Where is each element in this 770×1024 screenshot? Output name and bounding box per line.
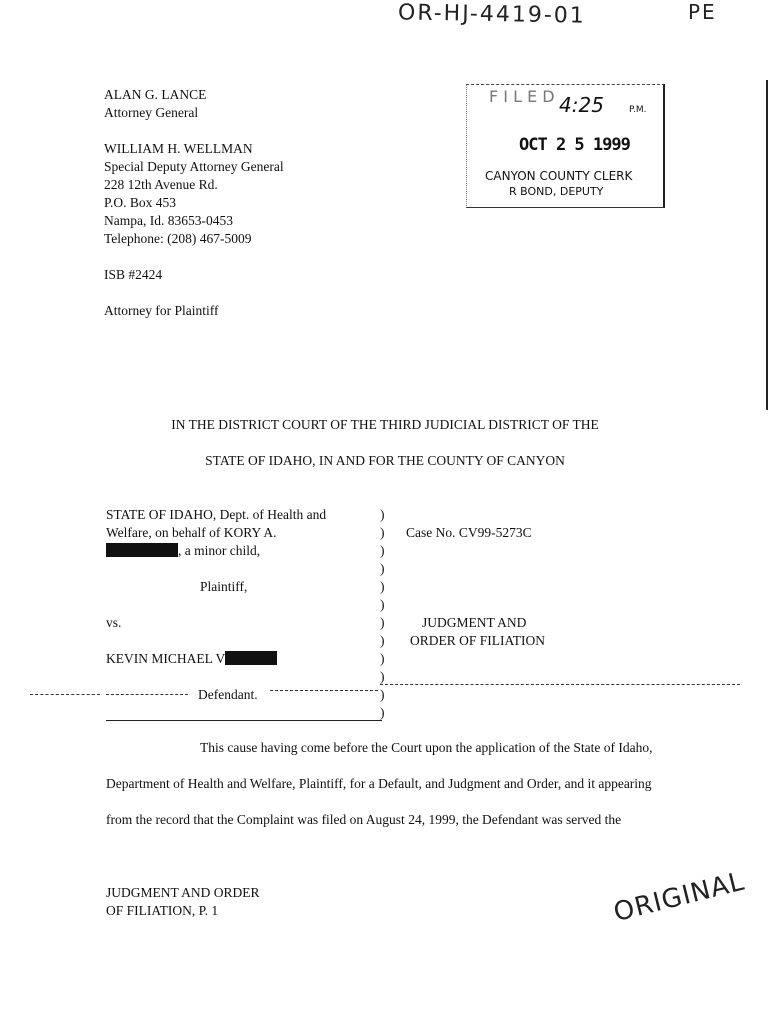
stamp-filed-label: F I L E D (489, 87, 555, 106)
footer-title: JUDGMENT AND ORDER (106, 885, 260, 900)
plaintiff-label: Plaintiff, (200, 579, 248, 594)
address-line: 228 12th Avenue Rd. (104, 177, 218, 192)
footer-title: OF FILIATION, P. 1 (106, 903, 219, 918)
case-number: Case No. CV99-5273C (406, 525, 532, 540)
defendant-name: KEVIN MICHAEL V (106, 650, 376, 668)
court-heading-line1: IN THE DISTRICT COURT OF THE THIRD JUDICIAL DISTRICT OF THE (171, 417, 599, 432)
redaction-bar (225, 651, 277, 665)
body-paragraph-line: This cause having come before the Court upon the application of the State of Idaho, (200, 740, 653, 755)
document-title: JUDGMENT AND (422, 615, 527, 630)
stamp-date: OCT 2 5 1999 (519, 135, 630, 155)
caption-parentheses: ) ) ) ) ) ) ) ) ) ) ) ) (380, 507, 385, 720)
address-line: Nampa, Id. 83653-0453 (104, 213, 233, 228)
versus-label: vs. (106, 615, 122, 630)
caption-parties (106, 506, 376, 704)
address-line: P.O. Box 453 (104, 195, 177, 210)
filing-stamp (466, 84, 665, 208)
stamp-clerk: CANYON COUNTY CLERK (485, 169, 633, 183)
caption-underline (106, 720, 382, 721)
scan-dash-line (380, 684, 740, 685)
attorney-block (104, 86, 284, 320)
stamp-pm: P.M. (629, 105, 647, 115)
stamp-time: 4:25 (559, 93, 604, 117)
deputy-title: Special Deputy Attorney General (104, 159, 284, 174)
attorney-role: Attorney for Plaintiff (104, 303, 219, 318)
handwritten-docket-note: OR-HJ-4419-01 (397, 0, 586, 29)
plaintiff-line: Welfare, on behalf of KORY A. (106, 525, 277, 540)
scan-dash-line (270, 690, 378, 691)
court-heading-line2: STATE OF IDAHO, IN AND FOR THE COUNTY OF CANYON (205, 453, 565, 468)
handwritten-corner-note: PE (688, 0, 717, 24)
defendant-label: Defendant. (198, 687, 258, 702)
isb-number: ISB #2424 (104, 267, 163, 282)
original-stamp-mark: ORIGINAL (610, 866, 748, 928)
deputy-name: WILLIAM H. WELLMAN (104, 141, 253, 156)
plaintiff-line: STATE OF IDAHO, Dept. of Health and (106, 507, 327, 522)
plaintiff-line: , a minor child, (106, 542, 376, 560)
attorney-general-name: ALAN G. LANCE (104, 87, 207, 102)
redaction-bar (106, 543, 178, 557)
telephone: Telephone: (208) 467-5009 (104, 231, 252, 246)
body-paragraph-line: from the record that the Complaint was filed on August 24, 1999, the Defendant was served the (106, 812, 622, 827)
attorney-general-title: Attorney General (104, 105, 199, 120)
scan-dash-line (30, 694, 100, 695)
body-paragraph-line: Department of Health and Welfare, Plaintiff, for a Default, and Judgment and Order, and it appearing (106, 776, 652, 791)
document-title: ORDER OF FILIATION (410, 633, 545, 648)
scan-dash-line (106, 694, 188, 695)
stamp-deputy: R BOND, DEPUTY (509, 185, 604, 198)
right-edge-line (766, 80, 768, 410)
